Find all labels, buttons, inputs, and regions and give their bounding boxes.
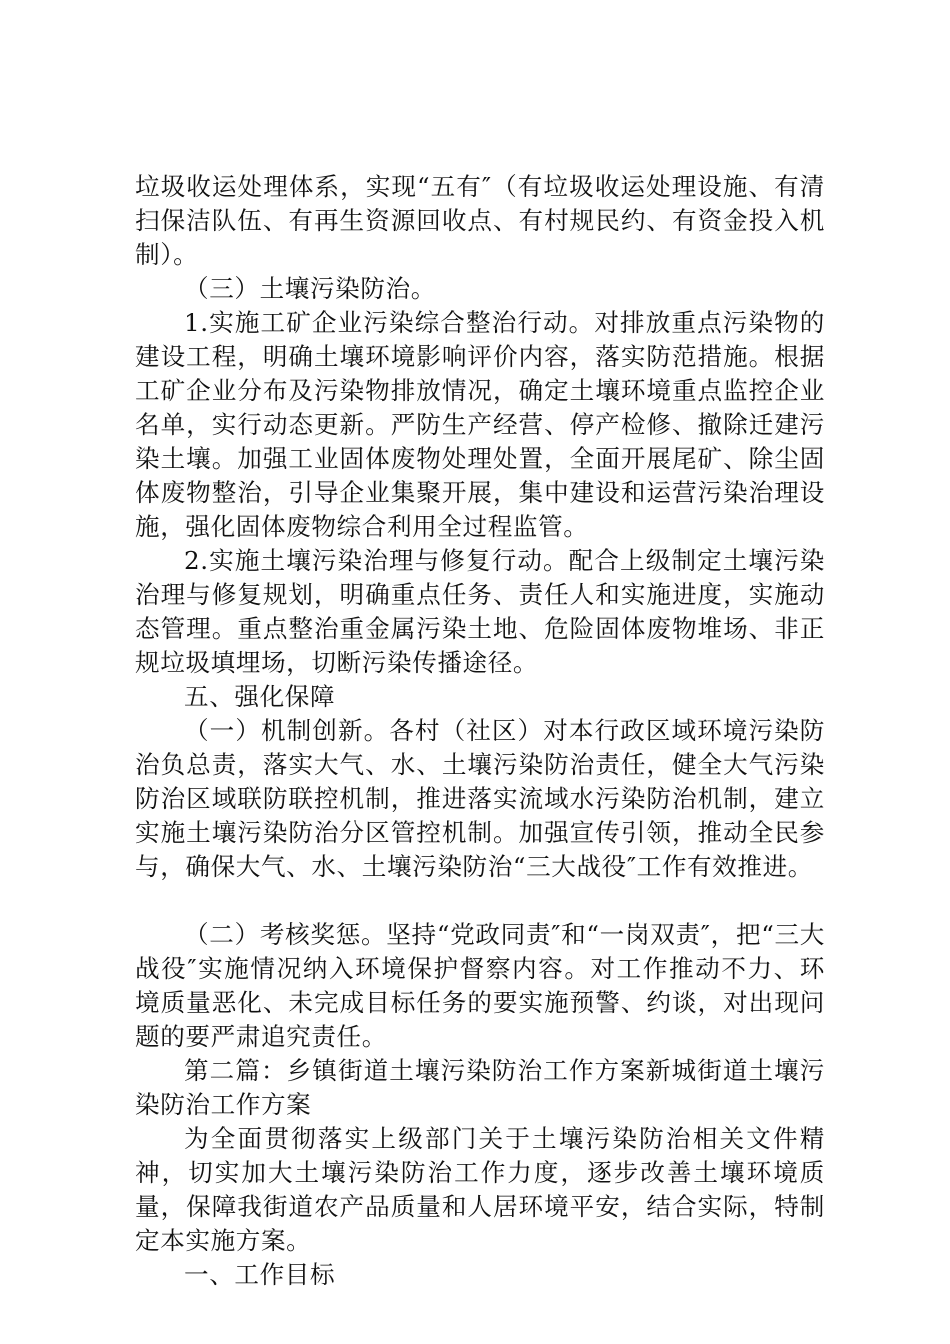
heading-soil-pollution: （三）土壤污染防治。 [184, 274, 436, 303]
heading-second-article: 第二篇：乡镇街道土壤污染防治工作方案新城街道土壤污染防治工作方案 [135, 1056, 825, 1119]
heading-work-goals: 一、工作目标 [184, 1260, 336, 1289]
paragraph-purpose: 为全面贯彻落实上级部门关于土壤污染防治相关文件精神，切实加大土壤污染防治工作力度，逐步改善土壤环境质量，保障我街道农产品质量和人居环境平安，结合实际，特制定本实施方案。 [135, 1124, 825, 1255]
paragraph-waste-system: 垃圾收运处理体系，实现“五有″（有垃圾收运处理设施、有清扫保洁队伍、有再生资源回收点、有村规民约、有资金投入机制）。 [135, 172, 825, 269]
paragraph-soil-repair: 2.实施土壤污染治理与修复行动。配合上级制定土壤污染治理与修复规划，明确重点任务、责任人和实施进度，实施动态管理。重点整治重金属污染土地、危险固体废物堆场、非正规垃圾填埋场，切断污染传播途径。 [135, 546, 825, 677]
paragraph-assessment: （二）考核奖惩。坚持“党政同责″和“一岗双责″，把“三大战役″实施情况纳入环境保护督察内容。对工作推动不力、环境质量恶化、未完成目标任务的要实施预警、约谈，对出现问题的要严肃追究责任。 [135, 920, 825, 1051]
document-body [135, 170, 825, 1292]
paragraph-mechanism-innovation: （一）机制创新。各村（社区）对本行政区域环境污染防治负总责，落实大气、水、土壤污染防治责任，健全大气污染防治区域联防联控机制，推进落实流域水污染防治机制，建立实施土壤污染防治分区管控机制。加强宣传引领，推动全民参与，确保大气、水、土壤污染防治“三大战役″工作有效推进。 [135, 716, 825, 881]
heading-safeguards: 五、强化保障 [184, 682, 336, 711]
paragraph-industrial-remediation: 1.实施工矿企业污染综合整治行动。对排放重点污染物的建设工程，明确土壤环境影响评价内容，落实防范措施。根据工矿企业分布及污染物排放情况，确定土壤环境重点监控企业名单，实行动态更新。严防生产经营、停产检修、撤除迁建污染土壤。加强工业固体废物处理处置，全面开展尾矿、除尘固体废物整治，引导企业集聚开展，集中建设和运营污染治理设施，强化固体废物综合利用全过程监管。 [135, 308, 825, 541]
